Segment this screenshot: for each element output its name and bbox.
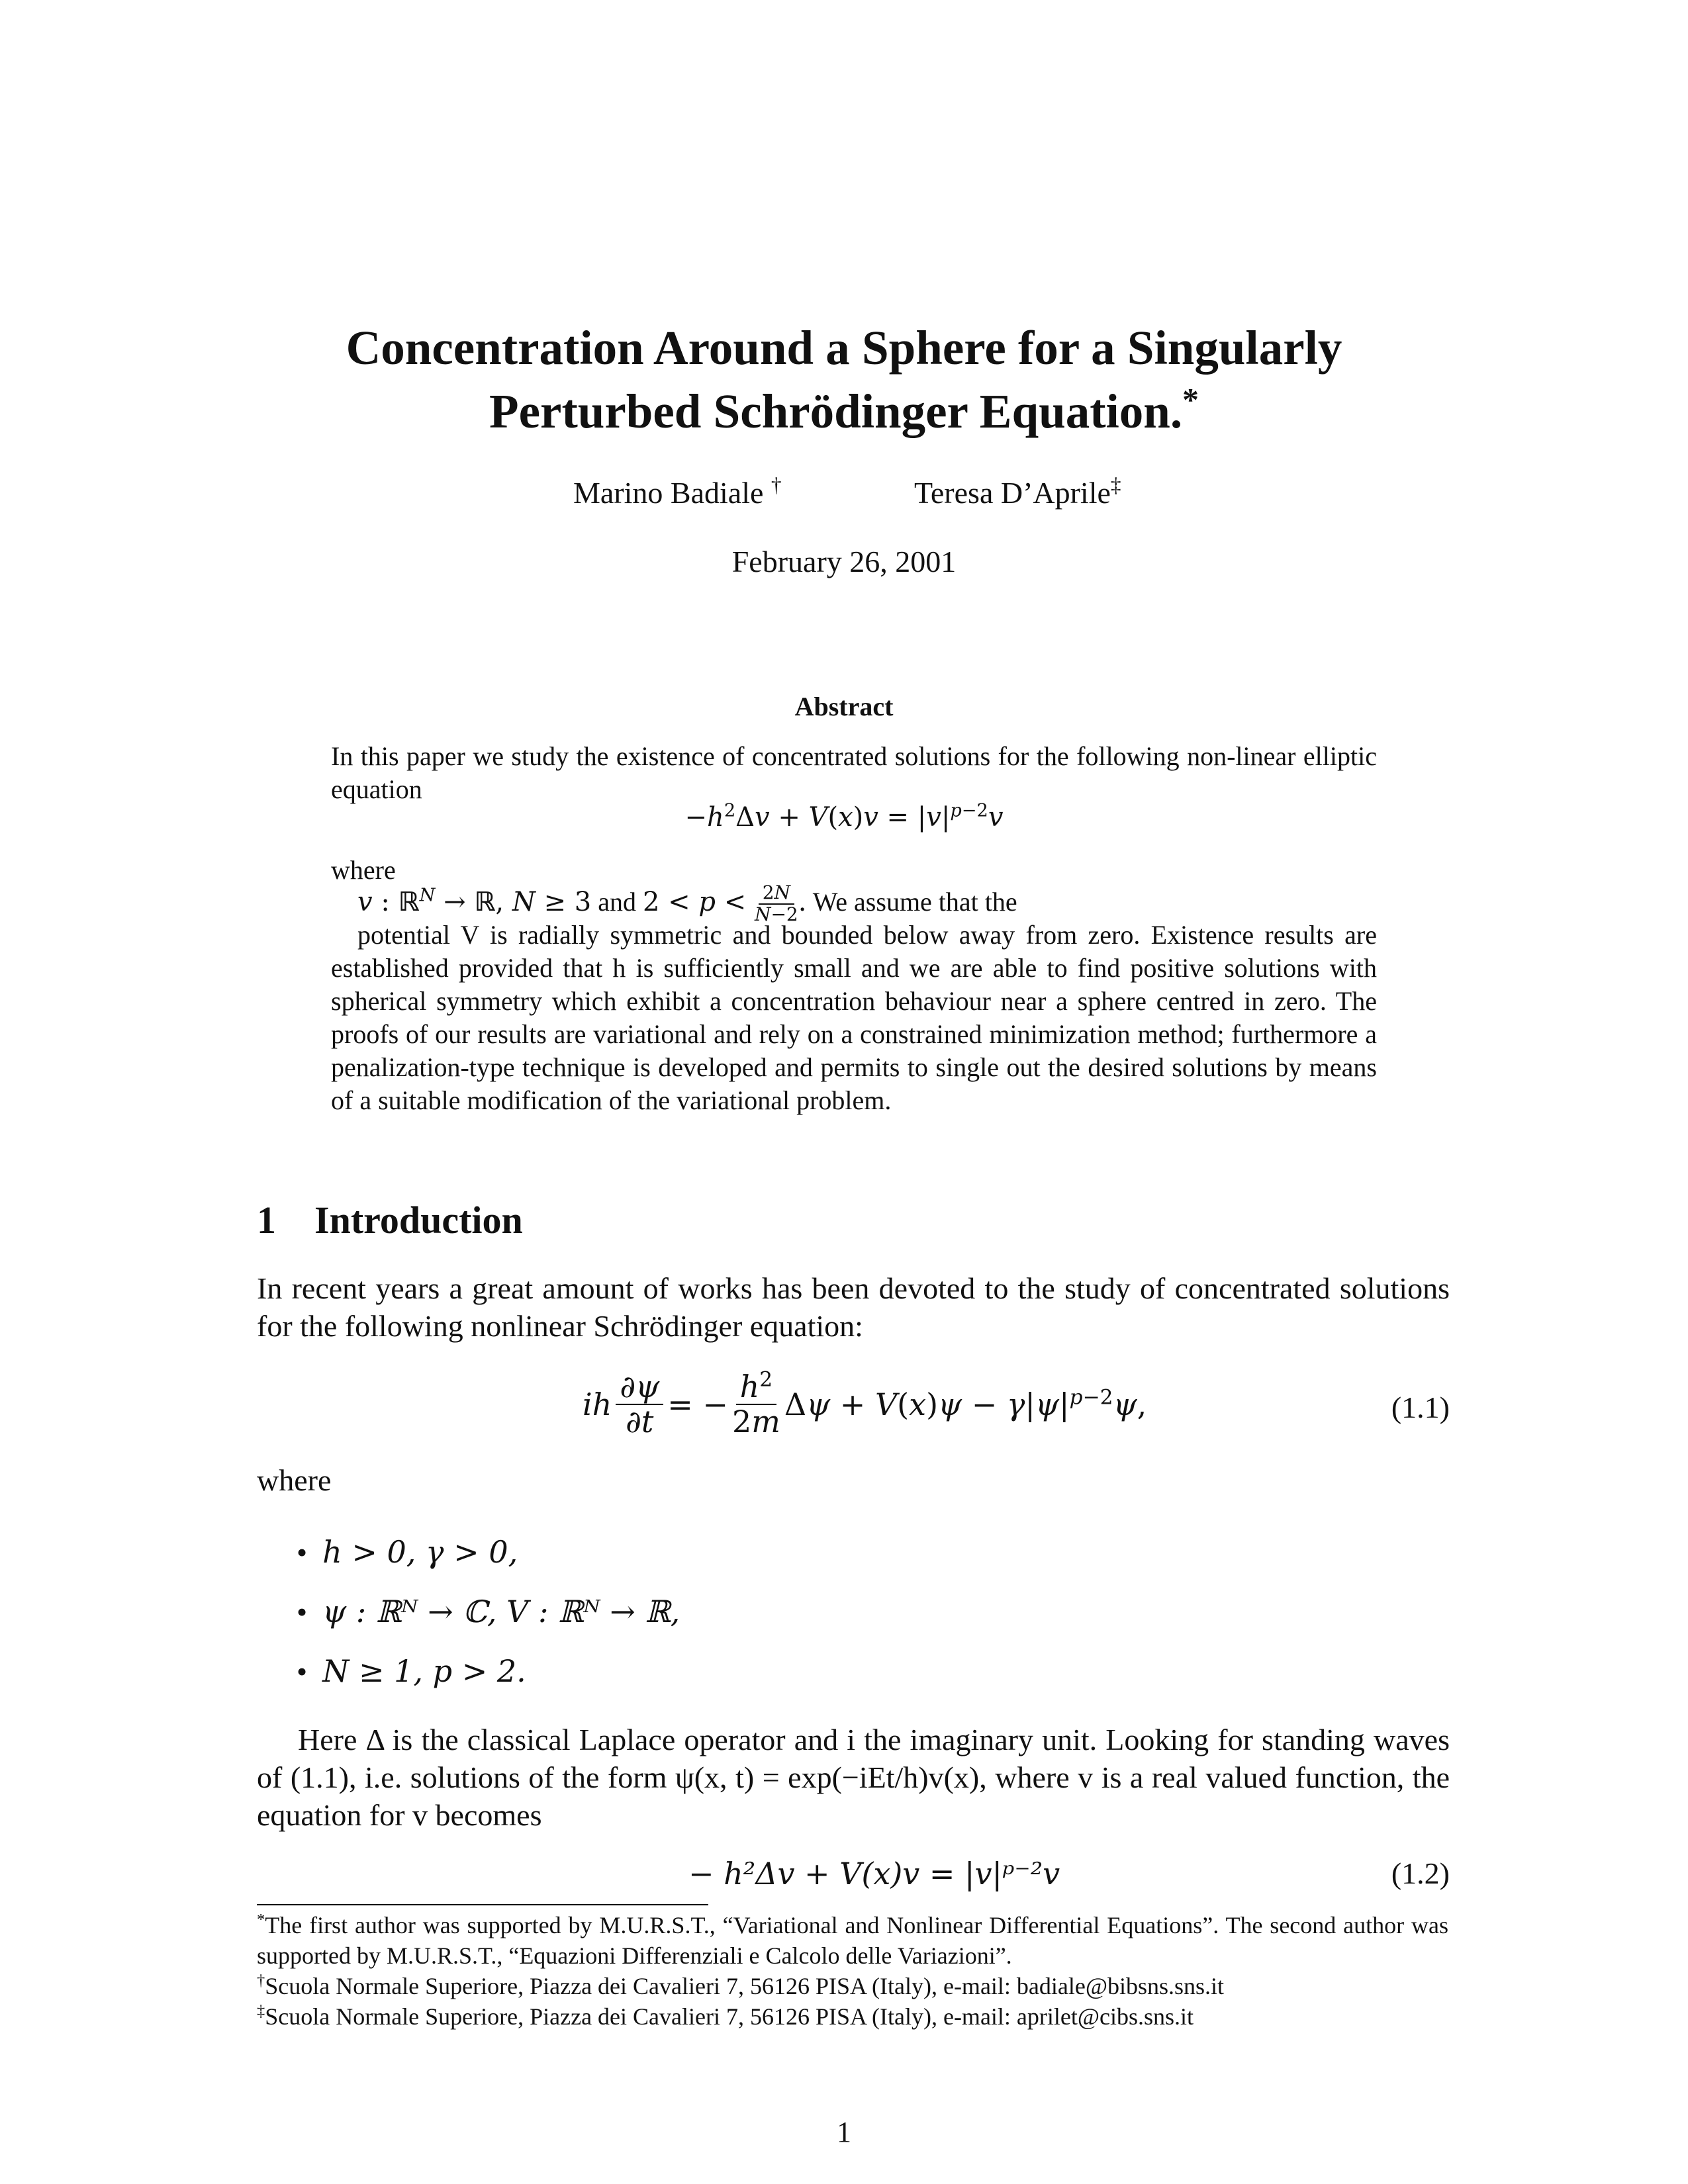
- author-2-name: Teresa D’Aprile: [914, 476, 1111, 510]
- abstract-condition: v : ℝ$^N$ → ℝ, N ≥ 3 and 2 < p < $\frac{2N}{N-2}$ . We assume that the: [357, 882, 1017, 925]
- intro-where: where: [257, 1463, 332, 1497]
- bullet-icon: •: [297, 1595, 308, 1629]
- title-line-2: Perturbed Schrödinger Equation.*: [489, 381, 1199, 438]
- footnote-3: ‡Scuola Normale Superiore, Piazza dei Cavalieri 7, 56126 PISA (Italy), e-mail: aprilet@cibs.sns.it: [257, 2002, 1194, 2030]
- bullet-icon: •: [297, 1535, 308, 1569]
- equation-1-1: ih $\frac{\partial\psi}{\partial t}$ = − $\frac{h^2}{2m}$ $\Delta\psi + V(x)\psi - \gamma|\psi|^{p-2}\psi$,: [583, 1367, 1147, 1439]
- abstract-and: and: [598, 886, 636, 917]
- footnote-rule: [257, 1904, 708, 1905]
- author-1-mark: †: [771, 473, 782, 497]
- list-item: • ψ : ℝᴺ → ℂ, V : ℝᴺ → ℝ,: [297, 1594, 680, 1629]
- abstract-intro: In this paper we study the existence of concentrated solutions for the following non-linear elliptic equation: [331, 741, 1377, 804]
- page-number: 1: [837, 2116, 851, 2148]
- author-1: [573, 475, 782, 510]
- equation-1-2: − h²Δv + V(x)v = |v|ᵖ⁻²v: [688, 1856, 1060, 1891]
- abstract-heading: Abstract: [794, 692, 894, 721]
- title-footnote-mark: *: [1182, 381, 1199, 418]
- abstract-where: where: [331, 855, 396, 885]
- intro-paragraph-2: Here Δ is the classical Laplace operator and i the imaginary unit. Looking for standing waves of (1.1), i.e. solutions of the form ψ(x, t) = exp(−iEt/h)v(x), where v is a real valued function, the equation for v becomes: [257, 1723, 1450, 1832]
- abstract-assumption: We assume that the: [812, 886, 1017, 917]
- equation-1-1-number: (1.1): [1391, 1390, 1450, 1424]
- section-title: Introduction: [314, 1199, 523, 1242]
- bullet-icon: •: [297, 1655, 308, 1688]
- section-number: 1: [257, 1199, 276, 1242]
- footnote-2: †Scuola Normale Superiore, Piazza dei Cavalieri 7, 56126 PISA (Italy), e-mail: badiale@bibsns.sns.it: [257, 1972, 1225, 1999]
- author-2-mark: ‡: [1110, 473, 1121, 497]
- title-line-1: Concentration Around a Sphere for a Singularly: [346, 321, 1342, 375]
- equation-1-2-number: (1.2): [1391, 1856, 1450, 1890]
- paper-title: [0, 316, 1688, 443]
- abstract-body: potential V is radially symmetric and bounded below away from zero. Existence results are established provided that h is sufficiently small and we are able to find positive solutions with spherical symmetry which exhibit a concentration behaviour near a sphere centred in zero. The proofs of our results are variational and rely on a constrained minimization method; furthermore a penalization-type technique is developed and permits to single out the desired solutions by means of a suitable modification of the variational problem.: [331, 920, 1377, 1115]
- section-heading: [257, 1198, 523, 1242]
- paper-date: February 26, 2001: [731, 545, 957, 578]
- abstract-equation: $-h^2\Delta v + V(x)v = |v|^{p-2}v$: [684, 800, 1004, 833]
- footnote-1: *The first author was supported by M.U.R.S.T., “Variational and Nonlinear Differential Equations”. The second author was supported by M.U.R.S.T., “Equazioni Differenziali e Calcolo delle Variazioni”.: [257, 1911, 1448, 1969]
- list-item: • h > 0, γ > 0,: [297, 1534, 518, 1570]
- author-2: [914, 475, 1121, 510]
- list-item: • N ≥ 1, p > 2.: [297, 1653, 526, 1689]
- intro-paragraph-1: In recent years a great amount of works has been devoted to the study of concentrated solutions for the following nonlinear Schrödinger equation:: [257, 1271, 1450, 1343]
- author-1-name: Marino Badiale: [573, 476, 764, 510]
